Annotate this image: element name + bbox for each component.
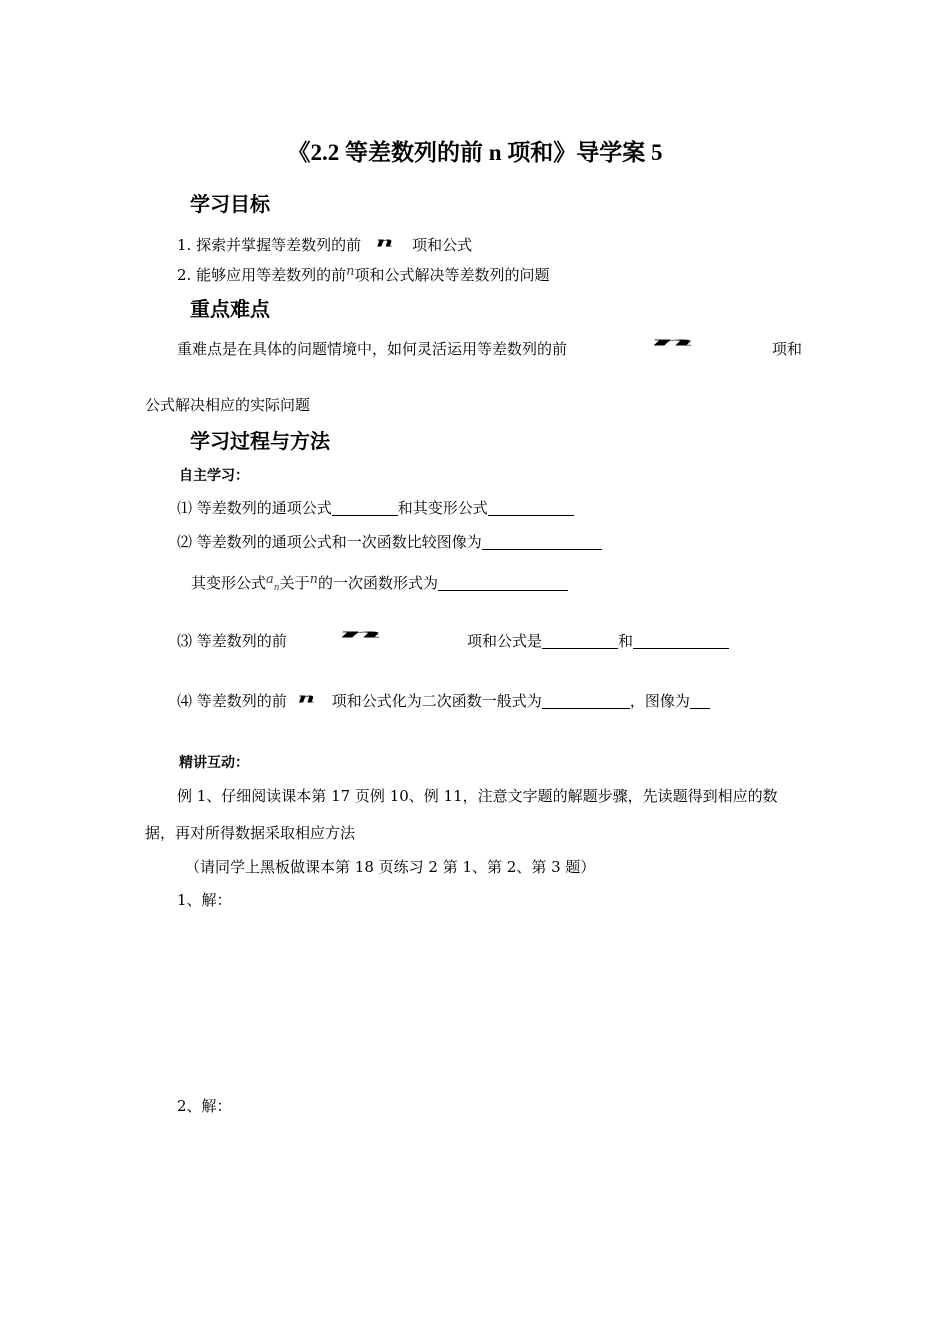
math-n-symbol: n [375,233,394,250]
question-2-text: ⑵ 等差数列的通项公式和一次函数比较图像为 [177,533,482,551]
answer-blank[interactable] [332,499,398,516]
question-3-text: ⑶ 等差数列的前 [177,632,287,650]
answer-blank[interactable] [488,499,574,516]
answer-blank[interactable] [690,692,710,709]
example-1-line-2: 据，再对所得数据采取相应方法 [145,824,356,842]
question-4 [177,686,710,711]
math-n-symbol-wide [338,622,384,646]
self-study-label: 自主学习： [179,468,249,484]
question-3-rest [467,630,729,651]
key-points-heading: 重点难点 [190,297,270,321]
question-2 [177,531,602,552]
key-points-line-2: 公式解决相应的实际问题 [145,396,311,414]
practice-note: （请同学上黑板做课本第 18 页练习 2 第 1、第 2、第 3 题） [185,858,596,876]
math-n-symbol: n [309,572,318,587]
answer-1-label: 1、解： [177,891,232,909]
math-n-symbol: n [297,689,316,706]
answer-blank[interactable] [482,533,602,550]
math-n-symbol: n [338,627,384,641]
math-n-symbol: n [650,335,696,349]
question-4-text-c: ，图像为 [629,692,690,710]
goal-item-1 [177,230,472,255]
answer-blank[interactable] [542,692,630,709]
key-points-text: 重难点是在具体的问题情境中，如何灵活运用等差数列的前 [177,340,568,358]
key-points-line-1 [177,338,567,359]
example-1-line-1: 例 1、仔细阅读课本第 17 页例 10、例 11，注意文字题的解题步骤，先读题得到相应的数 [177,787,778,805]
goal-item-1-suffix: 项和公式 [412,236,473,254]
goal-item-1-text: 1. 探索并掌握等差数列的前 [177,236,362,254]
question-2b-text: 其变形公式 [191,574,267,592]
question-2b-text-c: 的一次函数形式为 [317,574,438,592]
question-2b-text-b: 关于 [279,574,310,592]
goals-heading: 学习目标 [190,192,270,216]
answer-blank[interactable] [633,632,729,649]
key-points-suffix: 项和 [772,340,803,358]
question-4-text: ⑷ 等差数列的前 [177,692,287,710]
math-a-symbol: a [266,572,274,587]
answer-2-label: 2、解： [177,1097,232,1115]
answer-blank[interactable] [542,632,618,649]
question-3-text-b: 项和公式是 [467,632,543,650]
page-title: 《2.2 等差数列的前 n 项和》导学案 5 [287,140,663,165]
question-3-text-c: 和 [618,632,634,650]
goal-item-2 [177,264,549,285]
goal-item-2-suffix: 项和公式解决等差数列的问题 [354,266,550,284]
math-n-symbol-wide [650,330,696,354]
math-n-symbol: n [346,264,355,279]
question-3 [177,630,287,651]
interaction-heading: 精讲互动： [179,755,249,771]
answer-blank[interactable] [438,574,568,591]
question-4-text-b: 项和公式化为二次函数一般式为 [331,692,542,710]
question-1-text: ⑴ 等差数列的通项公式 [177,499,332,517]
question-1 [177,497,574,518]
question-1-text-b: 和其变形公式 [397,499,488,517]
question-2b [191,572,568,593]
goal-item-2-text: 2. 能够应用等差数列的前 [177,266,347,284]
process-heading: 学习过程与方法 [190,429,330,453]
math-n-subscript: n [273,583,280,593]
